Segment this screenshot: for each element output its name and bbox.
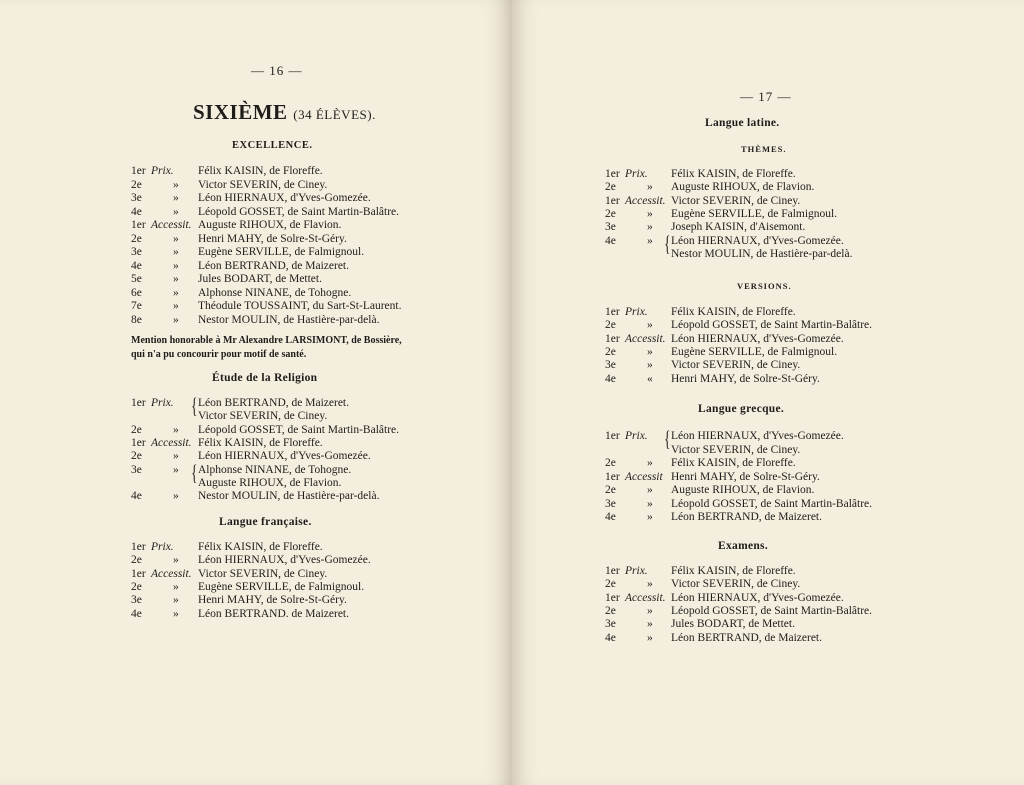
list-item [605,605,965,618]
rank: 3e [131,594,142,607]
rank: 1er [605,194,620,207]
student-name: Félix KAISIN, de Floreffe. [671,457,796,469]
title-count: (34 ÉLÈVES). [293,107,376,122]
award: » [173,192,179,204]
student-name: Henri MAHY, de Solre-St-Géry. [671,372,820,385]
award: Prix. [625,168,648,180]
award: » [173,490,179,503]
rank: 3e [131,192,142,204]
award: » [173,607,179,620]
list-item [605,430,965,443]
list-item [605,618,965,631]
list-item [131,410,491,423]
award: » [647,618,653,631]
award: » [173,594,179,607]
student-name: Léopold GOSSET, de Saint Martin-Balâtre. [198,205,399,218]
award: » [647,457,653,469]
student-name: Félix KAISIN, de Floreffe. [198,165,323,177]
student-name: Léopold GOSSET, de Saint Martin-Balâtre. [198,423,399,436]
student-name: Léopold GOSSET, de Saint Martin-Balâtre. [671,497,872,510]
award: Accessit. [151,219,192,231]
list-item [605,235,965,248]
award: Accessit. [625,194,666,207]
page-title [193,100,376,125]
student-name: Léon HIERNAUX, d'Yves-Gomezée. [671,234,844,247]
award: » [647,345,653,358]
student-name: Félix KAISIN, de Floreffe. [671,168,796,180]
student-name: Nestor MOULIN, de Hastière-par-delà. [671,247,853,260]
award: Accessit. [151,436,192,449]
list-item [605,498,965,511]
student-name: Léon BERTRAND, de Maizeret. [671,631,823,644]
list-item [605,248,965,261]
list-item [605,592,965,605]
list-item [605,168,965,181]
award: » [173,232,179,245]
list-item [131,192,491,205]
list-item [131,273,491,286]
award: » [647,578,653,591]
list-item [131,219,491,232]
rank: 2e [131,450,142,463]
award: Accessit. [625,332,666,345]
award: » [647,604,653,617]
student-name: Joseph KAISIN, d'Aisemont. [671,221,806,234]
student-name: Léon HIERNAUX, d'Yves-Gomezée. [671,332,844,345]
brace-icon: { [191,459,198,485]
list-item [131,179,491,192]
student-name: Auguste RIHOUX, de Flavion. [671,181,815,194]
student-name: Henri MAHY, de Solre-St-Géry. [198,594,347,607]
rank: 2e [131,580,142,593]
student-name: Jules BODART, de Mettet. [671,618,795,631]
list-item [131,300,491,313]
award: » [173,554,179,567]
brace-icon: { [664,230,671,256]
list-item [131,594,491,607]
award: Accessit. [151,567,192,580]
rank: 2e [131,178,142,191]
latine-heading: Langue latine. [705,117,780,129]
student-name: Eugène SERVILLE, de Falmignoul. [671,345,838,358]
list-item [605,471,965,484]
list-item [131,541,491,554]
list-item [131,233,491,246]
award: Prix. [151,165,174,177]
award: « [647,372,653,385]
award: » [647,497,653,510]
rank: 1er [605,332,620,345]
student-name: Félix KAISIN, de Floreffe. [671,306,796,318]
student-name: Léon BERTRAND, de Maizeret. [198,397,350,409]
list-item [605,306,965,319]
rank: 4e [131,490,142,503]
rank: 2e [131,232,142,245]
list-item [605,511,965,524]
list-item [131,397,491,410]
award: » [647,221,653,234]
student-name: Alphonse NINANE, de Tohogne. [198,286,352,299]
student-name: Henri MAHY, de Solre-St-Géry. [198,232,347,245]
student-name: Eugène SERVILLE, de Falmignoul. [671,207,838,220]
award: Accessit. [625,591,666,604]
student-name: Léon HIERNAUX, d'Yves-Gomezée. [671,591,844,604]
list-item [605,221,965,234]
student-name: Léon HIERNAUX, d'Yves-Gomezée. [198,450,371,463]
student-name: Auguste RIHOUX, de Flavion. [671,484,815,496]
award: » [647,234,653,247]
rank: 3e [605,618,616,631]
page-number: — 16 — [251,63,303,78]
rank: 2e [605,457,616,469]
rank: 6e [131,286,142,299]
list-item [605,346,965,359]
student-name: Victor SEVERIN, de Ciney. [671,578,801,591]
student-name: Nestor MOULIN, de Hastière-par-delà. [198,313,380,326]
rank: 4e [605,631,616,644]
rank: 1er [131,165,146,177]
list-item [131,260,491,273]
rank: 2e [131,423,142,436]
award: » [647,484,653,496]
student-name: Victor SEVERIN, de Ciney. [671,194,801,207]
award: » [647,359,653,372]
brace-icon: { [191,393,198,418]
rank: 1er [131,436,146,449]
rank: 4e [131,205,142,218]
award: » [647,319,653,332]
right-page [512,0,1024,785]
rank: 2e [605,484,616,496]
award: » [647,207,653,220]
religion-heading: Étude de la Religion [212,372,318,384]
rank: 2e [605,319,616,332]
list-item [131,287,491,300]
francaise-heading: Langue française. [219,516,312,528]
list-item [131,581,491,594]
student-name: Théodule TOUSSAINT, du Sart-St-Laurent. [198,300,402,312]
student-name: Félix KAISIN, de Floreffe. [671,565,796,577]
award: » [647,511,653,523]
list-item [605,195,965,208]
rank: 2e [605,207,616,220]
award: » [173,450,179,463]
award: » [647,181,653,194]
award: » [173,313,179,326]
student-name: Auguste RIHOUX, de Flavion. [198,219,342,231]
award: » [173,246,179,258]
rank: 1er [131,567,146,580]
mention-line-1: Mention honorable à Mr Alexandre LARSIMONT, de Bossière, [131,335,402,346]
rank: 2e [131,554,142,567]
student-name: Léon BERTRAND, de Maizeret. [671,511,823,523]
rank: 5e [131,273,142,285]
award: » [173,423,179,436]
excellence-heading: EXCELLENCE. [232,140,313,151]
list-item [605,444,965,457]
list-item [131,437,491,450]
award: » [173,205,179,218]
list-item [131,490,491,503]
rank: 3e [131,246,142,258]
student-name: Victor SEVERIN, de Ciney. [671,443,801,456]
award: » [647,631,653,644]
list-item [605,373,965,386]
list-item [605,578,965,591]
student-name: Victor SEVERIN, de Ciney. [198,178,328,191]
list-item [605,208,965,221]
rank: 3e [605,497,616,510]
rank: 3e [605,359,616,372]
award: Accessit [625,470,663,483]
student-name: Victor SEVERIN, de Ciney. [671,359,801,372]
mention-line-2: qui n'a pu concourir pour motif de santé. [131,349,307,360]
award: » [173,178,179,191]
rank: 1er [131,219,146,231]
rank: 3e [605,221,616,234]
rank: 4e [131,259,142,272]
rank: 2e [605,578,616,591]
rank: 1er [605,430,620,442]
list-item [605,457,965,470]
list-item [131,314,491,327]
award: Prix. [625,306,648,318]
list-item [605,359,965,372]
award: » [173,580,179,593]
award: » [173,273,179,285]
award: Prix. [151,541,174,553]
student-name: Léopold GOSSET, de Saint Martin-Balâtre. [671,319,872,332]
list-item [131,477,491,490]
rank: 7e [131,300,142,312]
title-text: SIXIÈME [193,100,288,124]
student-name: Léon BERTRAND, de Maizeret. [198,259,350,272]
rank: 8e [131,313,142,326]
student-name: Félix KAISIN, de Floreffe. [198,541,323,553]
student-name: Nestor MOULIN, de Hastière-par-delà. [198,490,380,503]
award: » [173,300,179,312]
student-name: Victor SEVERIN, de Ciney. [198,410,328,423]
list-item [131,554,491,567]
rank: 3e [131,463,142,476]
list-item [131,464,491,477]
rank: 1er [131,397,146,409]
rank: 4e [605,511,616,523]
award: Prix. [625,430,648,442]
rank: 2e [605,604,616,617]
student-name: Léon BERTRAND. de Maizeret. [198,607,350,620]
rank: 4e [131,607,142,620]
student-name: Victor SEVERIN, de Ciney. [198,567,328,580]
mention-note [131,334,416,362]
student-name: Jules BODART, de Mettet. [198,273,322,285]
student-name: Léon HIERNAUX, d'Yves-Gomezée. [198,192,371,204]
grecque-heading: Langue grecque. [698,403,785,415]
student-name: Auguste RIHOUX, de Flavion. [198,476,342,489]
rank: 1er [605,306,620,318]
list-item [131,568,491,581]
list-item [131,206,491,219]
list-item [131,246,491,259]
list-item [605,333,965,346]
list-item [131,450,491,463]
student-name: Henri MAHY, de Solre-St-Géry. [671,470,820,483]
versions-heading: VERSIONS. [737,281,792,291]
award: » [173,286,179,299]
award: » [173,463,179,476]
list-item [605,319,965,332]
themes-heading: THÈMES. [741,144,787,154]
rank: 1er [605,470,620,483]
student-name: Félix KAISIN, de Floreffe. [198,436,323,449]
list-item [131,424,491,437]
list-item [131,608,491,621]
page-number: — 17 — [740,89,792,104]
student-name: Léon HIERNAUX, d'Yves-Gomezée. [198,554,371,567]
student-name: Léon HIERNAUX, d'Yves-Gomezée. [671,430,844,442]
rank: 1er [131,541,146,553]
rank: 2e [605,345,616,358]
rank: 1er [605,168,620,180]
rank: 1er [605,591,620,604]
award: » [173,259,179,272]
student-name: Alphonse NINANE, de Tohogne. [198,463,352,476]
list-item [605,484,965,497]
rank: 4e [605,234,616,247]
rank: 4e [605,372,616,385]
award: Prix. [151,397,174,409]
rank: 2e [605,181,616,194]
list-item [131,165,491,178]
brace-icon: { [664,426,671,451]
rank: 1er [605,565,620,577]
examens-heading: Examens. [718,540,769,552]
student-name: Léopold GOSSET, de Saint Martin-Balâtre. [671,604,872,617]
student-name: Eugène SERVILLE, de Falmignoul. [198,246,365,258]
list-item [605,181,965,194]
list-item [605,632,965,645]
award: Prix. [625,565,648,577]
list-item [605,565,965,578]
student-name: Eugène SERVILLE, de Falmignoul. [198,580,365,593]
